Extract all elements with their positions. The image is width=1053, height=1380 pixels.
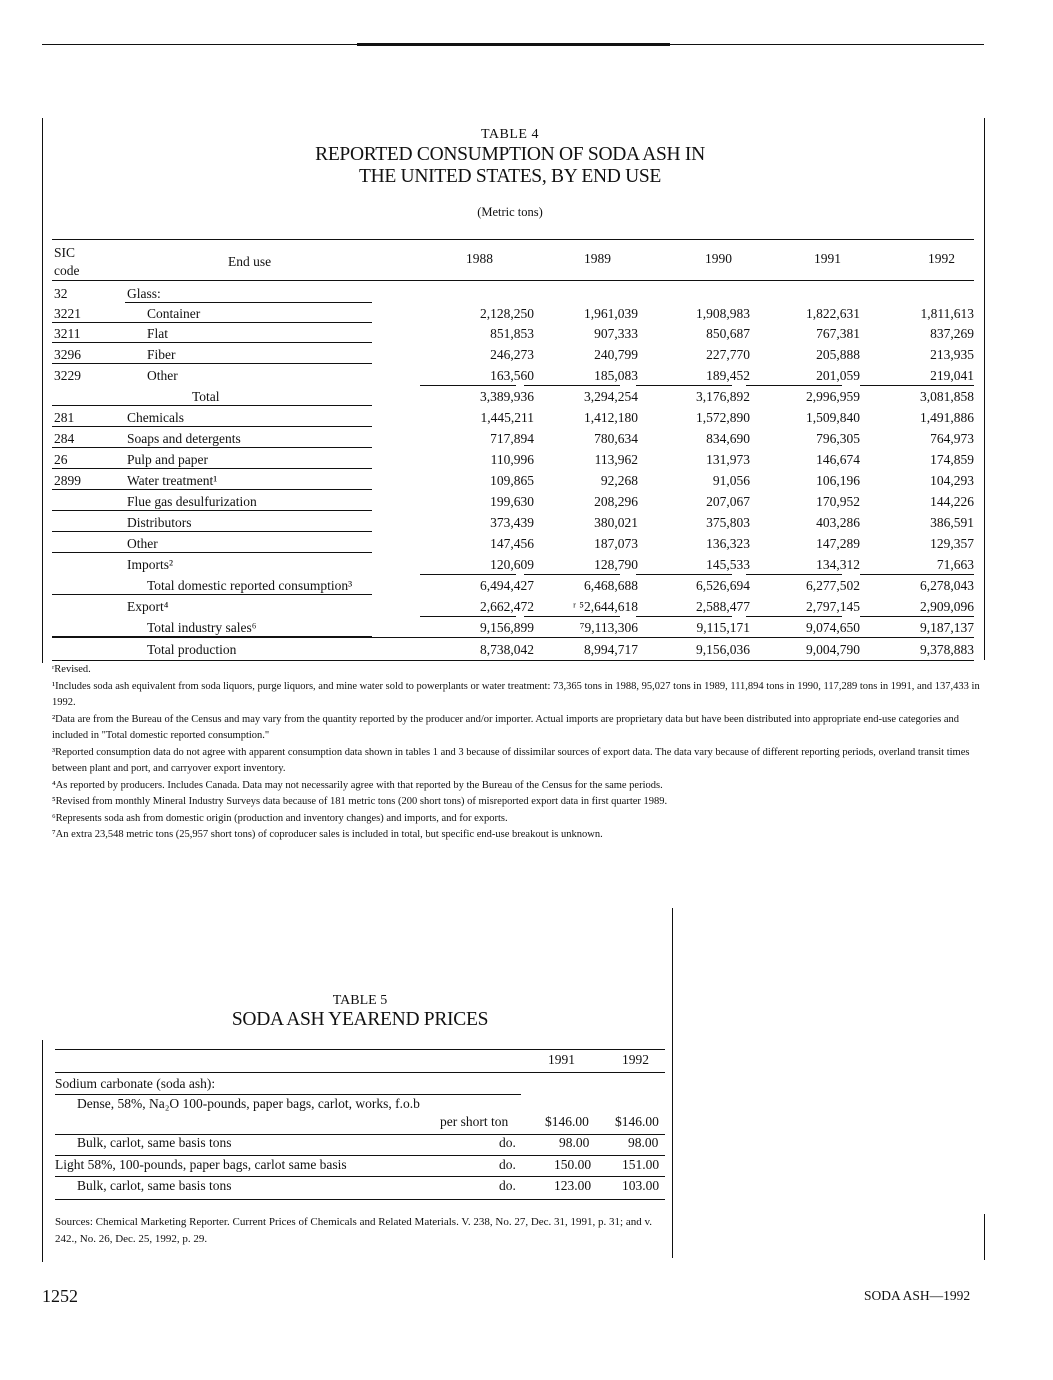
table-row [52,428,974,449]
table5-left-border [42,1040,43,1262]
cell-value: 1,811,613 [920,306,974,321]
row-rule [52,637,974,638]
cell-value: 780,634 [594,431,638,446]
table4-title-line1: REPORTED CONSUMPTION OF SODA ASH IN [315,144,705,165]
row-rule [52,342,372,343]
row-rule [52,510,372,511]
cell-value: 9,004,790 [806,642,860,657]
table5-right-border [672,908,673,1258]
cell-value: 144,226 [930,494,974,509]
row-rule [52,363,372,364]
table5-row [55,1175,665,1196]
table5-label: TABLE 5 [332,993,388,1008]
price-1991: 150.00 [554,1157,592,1172]
table-row [52,323,974,344]
cell-value: 3,389,936 [480,389,534,404]
cell-value: 104,293 [930,473,974,488]
cell-value: ʳ ⁵2,644,618 [572,599,638,614]
cell-value: 174,859 [930,452,974,467]
cell-value: 3,294,254 [584,389,638,404]
table5-sources: Sources: Chemical Marketing Reporter. Current Prices of Chemicals and Related Materials. V. 238, No. 27, Dec. 31, 1991, p. 31; and v. 242., No. 26, Dec. 25, 1992, p. 29. [55,1216,653,1245]
year-header-1988: 1988 [466,251,493,266]
table5-year-1991: 1991 [548,1052,575,1067]
cell-value: 2,662,472 [480,599,534,614]
table-row [52,491,974,512]
price-1992: $146.00 [615,1114,659,1129]
sic-code: 3211 [54,326,81,341]
cell-value: 201,059 [816,368,860,383]
sic-code: 2899 [54,473,81,488]
cell-value: 71,663 [936,557,974,572]
cell-value: ⁷9,113,306 [579,620,638,635]
price-description: Light 58%, 100-pounds, paper bags, carlot same basis [55,1157,347,1172]
cell-value: 129,357 [930,536,974,551]
table-row [52,617,974,638]
cell-value: 717,894 [490,431,534,446]
cell-value: 3,176,892 [696,389,750,404]
table4-bottom-rule [52,660,974,661]
cell-value: 1,961,039 [584,306,638,321]
footnote: ⁶Represents soda ash from domestic origin (production and inventory changes) and imports, and for exports. [52,812,508,824]
table5-header-top-rule [55,1049,665,1050]
cell-value: 246,273 [490,347,534,362]
cell-value: 147,456 [490,536,534,551]
end-use-label: Total industry sales⁶ [147,620,257,635]
cell-value: 227,770 [706,347,750,362]
cell-value: 9,115,171 [696,620,750,635]
year-header-1989: 1989 [584,251,611,266]
top-rule-thick [357,43,670,46]
year-header-1992: 1992 [928,251,955,266]
cell-value: 1,412,180 [584,410,638,425]
cell-value: 851,853 [490,326,534,341]
table4-left-border [42,118,43,663]
cell-value: 3,081,858 [920,389,974,404]
price-description: Dense, 58%, Na₂O 100-pounds, paper bags, carlot, works, f.o.b [77,1096,420,1111]
sic-code: 3296 [54,347,81,362]
sic-code: 281 [54,410,75,425]
end-use-label: Flat [147,326,169,341]
cell-value: 134,312 [816,557,860,572]
cell-value: 1,491,886 [920,410,974,425]
row-rule [52,552,372,553]
cell-value: 375,803 [706,515,750,530]
table-row [52,470,974,491]
cell-value: 907,333 [594,326,638,341]
cell-value: 240,799 [594,347,638,362]
row-rule [52,531,372,532]
table5-header-bottom-rule [55,1072,665,1073]
footnote: ⁷An extra 23,548 metric tons (25,957 short tons) of coproducer sales is included in total, but specific end-use breakout is unknown. [52,829,603,840]
cell-value: 373,439 [490,515,534,530]
table-row [52,449,974,470]
table5-row [55,1154,665,1175]
cell-value: 796,305 [816,431,860,446]
cell-value: 136,323 [706,536,750,551]
cell-value: 764,973 [930,431,974,446]
running-title: SODA ASH—1992 [864,1288,971,1303]
table4-title-line2: THE UNITED STATES, BY END USE [358,166,662,187]
cell-value: 6,468,688 [584,578,638,593]
footnote: ⁴As reported by producers. Includes Canada. Data may not necessarily agree with that reported by the Bureau of the Census for the same periods. [52,779,663,791]
table-row [52,386,974,407]
cell-value: 146,674 [816,452,860,467]
price-unit: do. [499,1178,516,1193]
cell-value: 120,609 [490,557,534,572]
footnote: ²Data are from the Bureau of the Census and may vary from the quantity reported by the producer and/or importer. Actual imports are proprietary data but have been distributed into appropriate end-use categories and included in "Total domestic reported consumption." [52,713,960,741]
cell-value: 6,277,502 [806,578,860,593]
table-row [52,283,974,304]
row-rule [52,489,372,490]
year-header-1990: 1990 [705,251,732,266]
table5-title: SODA ASH YEAREND PRICES [231,1009,489,1030]
cell-value: 199,630 [490,494,534,509]
table5-row [55,1111,665,1132]
table-row [52,554,974,575]
price-1991: 98.00 [559,1135,590,1150]
sic-code: 32 [54,286,68,301]
end-use-label: Other [127,536,158,551]
cell-value: 113,962 [594,452,638,467]
table-row [52,344,974,365]
cell-value: 205,888 [816,347,860,362]
cell-value: 8,738,042 [480,642,534,657]
cell-value: 1,908,983 [696,306,750,321]
table-row [52,407,974,428]
end-use-label: Total domestic reported consumption³ [147,578,353,593]
price-description: Bulk, carlot, same basis tons [77,1135,232,1150]
table-row [52,575,974,596]
footnote: ⁵Revised from monthly Mineral Industry Surveys data because of 181 metric tons (200 short tons) of misreported export data in first quarter 1989. [52,796,668,807]
cell-value: 208,296 [594,494,638,509]
table-row [52,639,974,660]
sic-code: 3229 [54,368,81,383]
cell-value: 131,973 [706,452,750,467]
sic-code: 284 [54,431,75,446]
cell-value: 110,996 [490,452,534,467]
cell-value: 163,560 [490,368,534,383]
cell-value: 1,572,890 [696,410,750,425]
table-row [52,303,974,324]
price-1992: 151.00 [622,1157,660,1172]
end-use-label: Soaps and detergents [127,431,241,446]
cell-value: 106,196 [816,473,860,488]
end-use-label: Container [147,306,201,321]
cell-value: 8,994,717 [584,642,638,657]
cell-value: 2,909,096 [920,599,974,614]
cell-value: 92,268 [600,473,638,488]
cell-value: 1,822,631 [806,306,860,321]
cell-value: 185,083 [594,368,638,383]
cell-value: 834,690 [706,431,750,446]
table-row [52,365,974,386]
price-description: Bulk, carlot, same basis tons [77,1178,232,1193]
sic-code: 3221 [54,306,81,321]
end-use-label: Glass: [127,286,161,301]
row-rule [52,447,372,448]
cell-value: 9,156,036 [696,642,750,657]
price-unit: per short ton [440,1114,509,1129]
table4-label: TABLE 4 [481,127,539,142]
price-unit: do. [499,1157,516,1172]
row-rule [52,594,372,595]
end-use-header: End use [228,254,272,269]
end-use-label: Pulp and paper [127,452,208,467]
cell-value: 1,445,211 [480,410,534,425]
cell-value: 9,187,137 [920,620,974,635]
sic-header-line1: SIC [54,245,76,260]
table4-header-top-rule [52,239,974,240]
page-right-rule [984,1214,985,1260]
table-row [52,533,974,554]
cell-value: 2,797,145 [806,599,860,614]
end-use-label: Total production [147,642,237,657]
page-number: 1252 [42,1286,78,1306]
cell-value: 187,073 [594,536,638,551]
end-use-label: Total [192,389,220,404]
cell-value: 91,056 [712,473,750,488]
table5-row [55,1132,665,1153]
table4-header-bottom-rule [52,280,974,281]
cell-value: 2,996,959 [806,389,860,404]
cell-value: 189,452 [706,368,750,383]
table5-group-label: Sodium carbonate (soda ash): [55,1076,216,1091]
cell-value: 109,865 [490,473,534,488]
table-row [52,596,974,617]
end-use-label: Export⁴ [127,599,169,614]
cell-value: 403,286 [816,515,860,530]
price-1992: 103.00 [622,1178,660,1193]
cell-value: 386,591 [930,515,974,530]
row-rule [52,426,372,427]
cell-value: 837,269 [930,326,974,341]
footnote: ʳRevised. [52,664,91,675]
cell-value: 6,526,694 [696,578,750,593]
cell-value: 9,074,650 [806,620,860,635]
row-rule [52,405,372,406]
cell-value: 128,790 [594,557,638,572]
cell-value: 1,509,840 [806,410,860,425]
cell-value: 2,588,477 [696,599,750,614]
footnote: ³Reported consumption data do not agree with apparent consumption data shown in tables 1 and 3 because of dissimilar sources of export data. The data vary because of different reporting periods, overland transit times between plant and port, and carryover export inventory. [52,746,970,774]
year-header-1991: 1991 [814,251,841,266]
end-use-label: Other [147,368,178,383]
row-rule [52,468,372,469]
cell-value: 145,533 [706,557,750,572]
price-unit: do. [499,1135,516,1150]
end-use-label: Distributors [127,515,192,530]
cell-value: 219,041 [930,368,974,383]
cell-value: 170,952 [816,494,860,509]
cell-value: 2,128,250 [480,306,534,321]
end-use-label: Fiber [147,347,176,362]
cell-value: 850,687 [706,326,750,341]
cell-value: 6,278,043 [920,578,974,593]
table4-footnotes [52,662,980,844]
end-use-label: Flue gas desulfurization [127,494,257,509]
price-1991: $146.00 [545,1114,589,1129]
table-row [52,512,974,533]
price-1992: 98.00 [628,1135,659,1150]
cell-value: 9,156,899 [480,620,534,635]
table5-bottom-rule [55,1199,665,1200]
cell-value: 207,067 [706,494,750,509]
sic-header-line2: code [54,263,80,278]
end-use-label: Chemicals [127,410,184,425]
cell-value: 6,494,427 [480,578,534,593]
footnote: ¹Includes soda ash equivalent from soda liquors, purge liquors, and mine water sold to powerplants or water treatment: 73,365 tons in 1988, 95,027 tons in 1989, 111,894 tons in 1990, 117,289 tons in 1991, and 137,433 in 1992. [52,680,980,708]
sic-code: 26 [54,452,68,467]
cell-value: 380,021 [594,515,638,530]
table4-units: (Metric tons) [477,205,543,219]
cell-value: 9,378,883 [920,642,974,657]
price-1991: 123.00 [554,1178,592,1193]
end-use-label: Water treatment¹ [127,473,218,488]
table4-right-border [984,118,985,660]
cell-value: 213,935 [930,347,974,362]
cell-value: 767,381 [816,326,860,341]
cell-value: 147,289 [816,536,860,551]
table5-year-1992: 1992 [622,1052,649,1067]
end-use-label: Imports² [127,557,174,572]
